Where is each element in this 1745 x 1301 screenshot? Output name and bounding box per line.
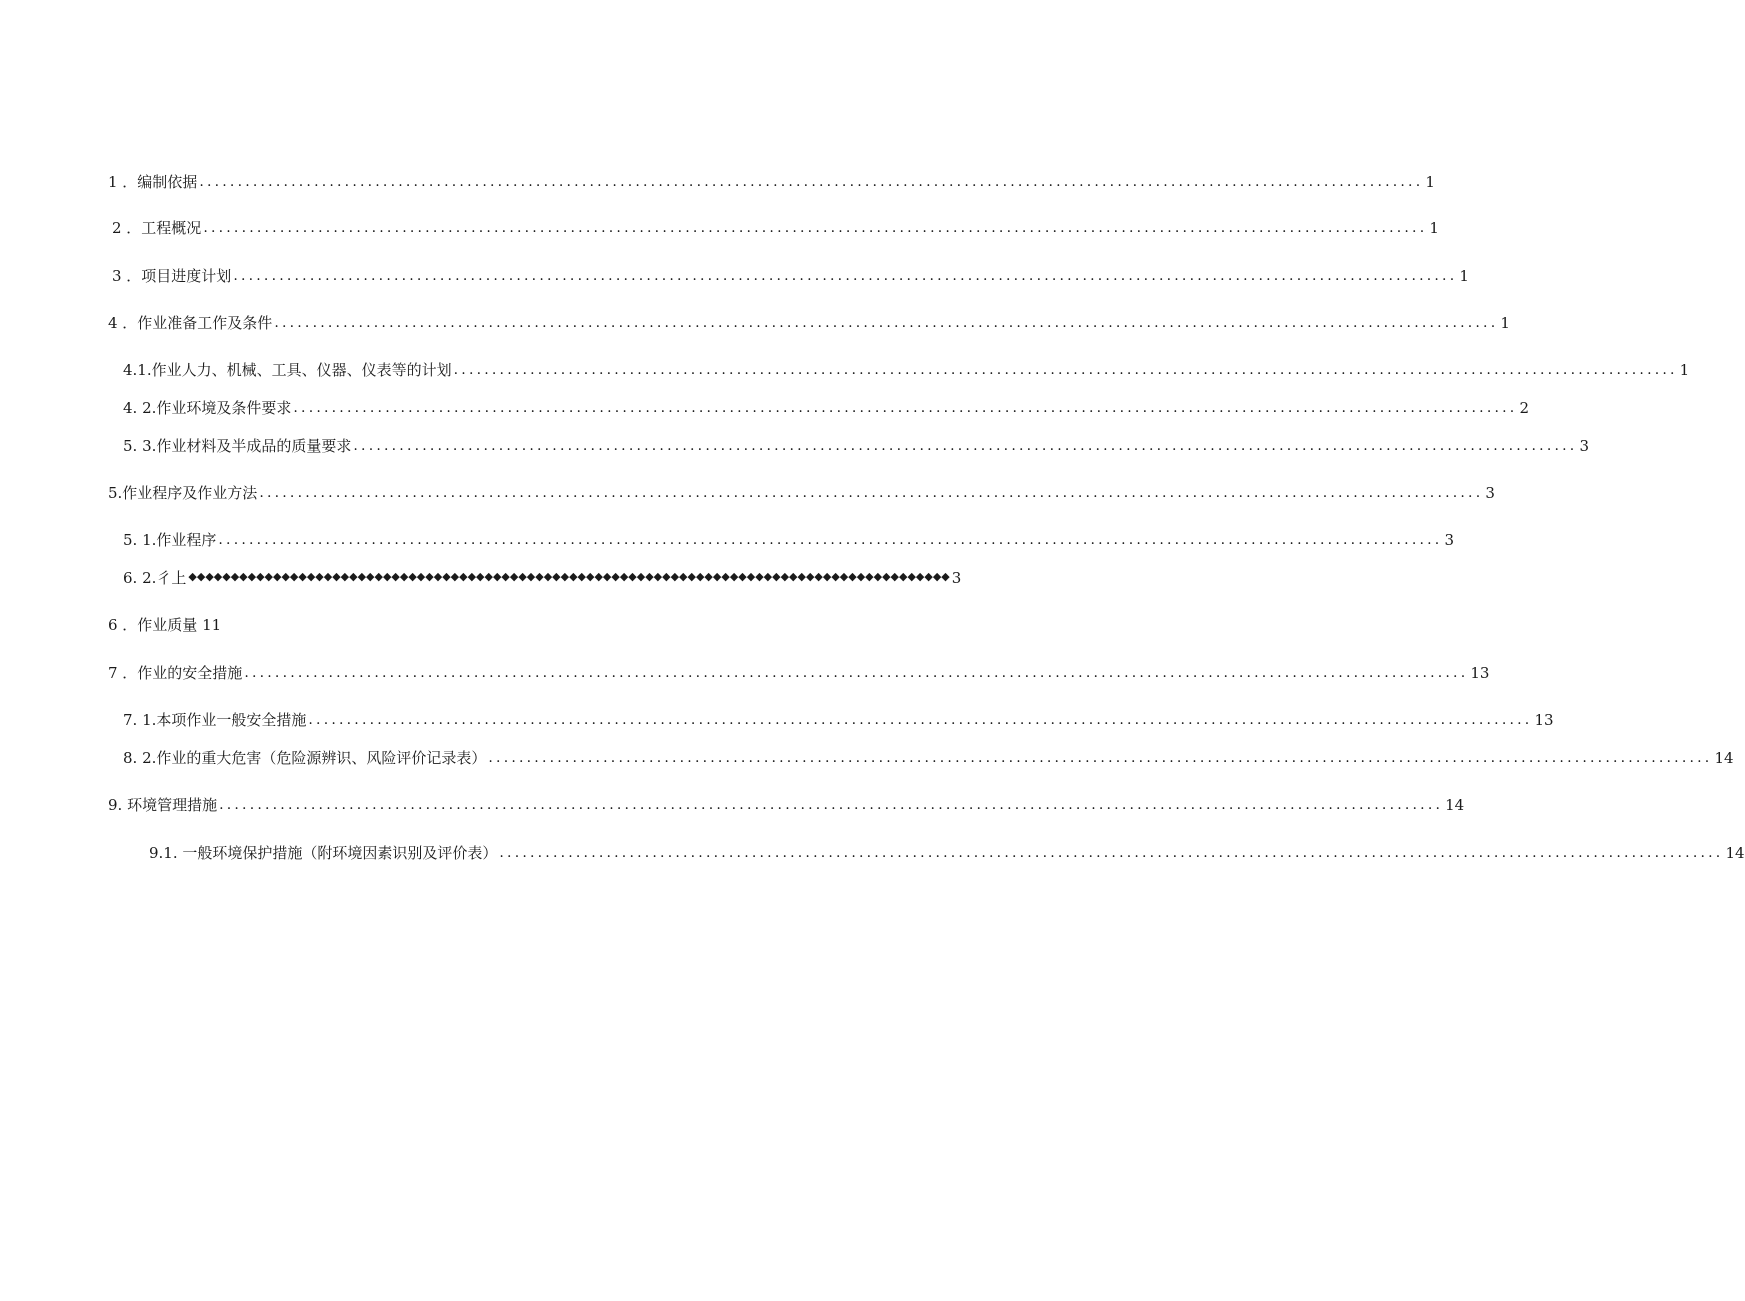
toc-entry-3[interactable]: [112, 262, 1469, 286]
toc-entry-page: 14: [1714, 749, 1734, 767]
dot-leader: ................................................................................................................................................................: [293, 400, 1518, 416]
dot-leader: ................................................................................................................................................................: [259, 485, 1484, 501]
toc-entry-4-2[interactable]: [123, 394, 1529, 418]
toc-entry-title: 4 ．作业准备工作及条件: [108, 314, 273, 332]
toc-entry-page: 3: [1485, 484, 1495, 502]
toc-entry-page: 3: [951, 569, 962, 587]
toc-entry-title: 3 ．项目进度计划: [112, 267, 232, 285]
toc-entry-page: 3: [1444, 531, 1454, 549]
toc-entry-5-2[interactable]: [123, 564, 962, 588]
toc-entry-title: 5.作业程序及作业方法: [108, 484, 258, 502]
toc-entry-page: 14: [1445, 796, 1465, 814]
toc-entry-page: 1: [1425, 173, 1435, 191]
toc-entry-title: 1 ．编制依据: [108, 173, 198, 191]
toc-entry-title: 7 ．作业的安全措施: [108, 664, 243, 682]
dot-leader: ................................................................................................................................................................: [453, 362, 1678, 378]
dot-leader: ................................................................................................................................................................: [274, 315, 1499, 331]
dot-leader: ................................................................................................................................................................: [219, 797, 1444, 813]
toc-entry-1[interactable]: [108, 168, 1435, 192]
toc-entry-page: 1: [1500, 314, 1510, 332]
toc-entry-page: 14: [1725, 844, 1745, 862]
toc-entry-page: 1: [1459, 267, 1469, 285]
dot-leader: ................................................................................................................................................................: [233, 268, 1458, 284]
toc-entry-4[interactable]: [108, 309, 1510, 333]
toc-entry-title: 5. 3.作业材料及半成品的质量要求: [123, 437, 352, 455]
toc-entry-title: 4. 2.作业环境及条件要求: [123, 399, 292, 417]
toc-entry-7[interactable]: [108, 659, 1490, 683]
toc-entry-4-3[interactable]: [123, 432, 1589, 456]
dot-leader: ................................................................................................................................................................: [199, 174, 1424, 190]
toc-entry-page: 3: [1579, 437, 1589, 455]
toc-entry-9-1[interactable]: [149, 839, 1745, 863]
toc-entry-page: 13: [1534, 711, 1554, 729]
toc-entry-title: 6 ．作业质量 11: [108, 616, 222, 634]
toc-entry-page: 1: [1429, 219, 1439, 237]
toc-entry-page: 13: [1470, 664, 1490, 682]
toc-entry-page: 1: [1679, 361, 1690, 379]
dot-leader: ................................................................................................................................................................: [244, 665, 1469, 681]
dot-leader: ................................................................................................................................................................: [488, 750, 1713, 766]
toc-entry-title: 7. 1.本项作业一般安全措施: [123, 711, 307, 729]
toc-entry-title: 8. 2.作业的重大危害（危险源辨识、风险评价记录表）: [123, 749, 487, 767]
toc-entry-page: 2: [1519, 399, 1529, 417]
toc-entry-7-1[interactable]: [123, 706, 1554, 730]
dot-leader: ................................................................................................................................................................: [218, 532, 1443, 548]
toc-entry-title: 6. 2.彳上: [123, 569, 187, 587]
dot-leader: ................................................................................................................................................................: [308, 712, 1533, 728]
dot-leader: ................................................................................................................................................................: [499, 845, 1724, 861]
dot-leader: ................................................................................................................................................................: [353, 438, 1578, 454]
toc-entry-title: 9. 环境管理措施: [108, 796, 218, 814]
diamond-leader: ◆◆◆◆◆◆◆◆◆◆◆◆◆◆◆◆◆◆◆◆◆◆◆◆◆◆◆◆◆◆◆◆◆◆◆◆◆◆◆◆◆◆◆◆◆◆◆◆◆◆◆◆◆◆◆◆◆◆◆◆◆◆◆◆◆◆◆◆◆◆◆◆◆◆◆◆◆◆◆◆◆◆◆◆◆◆◆◆◆◆: [188, 570, 950, 583]
toc-entry-9[interactable]: [108, 791, 1465, 815]
toc-entry-4-1[interactable]: [123, 356, 1690, 380]
toc-entry-7-2[interactable]: [123, 744, 1734, 768]
toc-entry-title: 9.1. 一般环境保护措施（附环境因素识别及评价表）: [149, 844, 498, 862]
toc-entry-title: 2 ．工程概况: [112, 219, 202, 237]
toc-entry-5[interactable]: [108, 479, 1495, 503]
toc-entry-2[interactable]: [112, 214, 1439, 238]
toc-entry-title: 4.1.作业人力、机械、工具、仪器、仪表等的计划: [123, 361, 452, 379]
dot-leader: ................................................................................................................................................................: [203, 220, 1428, 236]
toc-entry-5-1[interactable]: [123, 526, 1454, 550]
toc-entry-6[interactable]: [108, 611, 408, 635]
toc-entry-title: 5. 1.作业程序: [123, 531, 217, 549]
